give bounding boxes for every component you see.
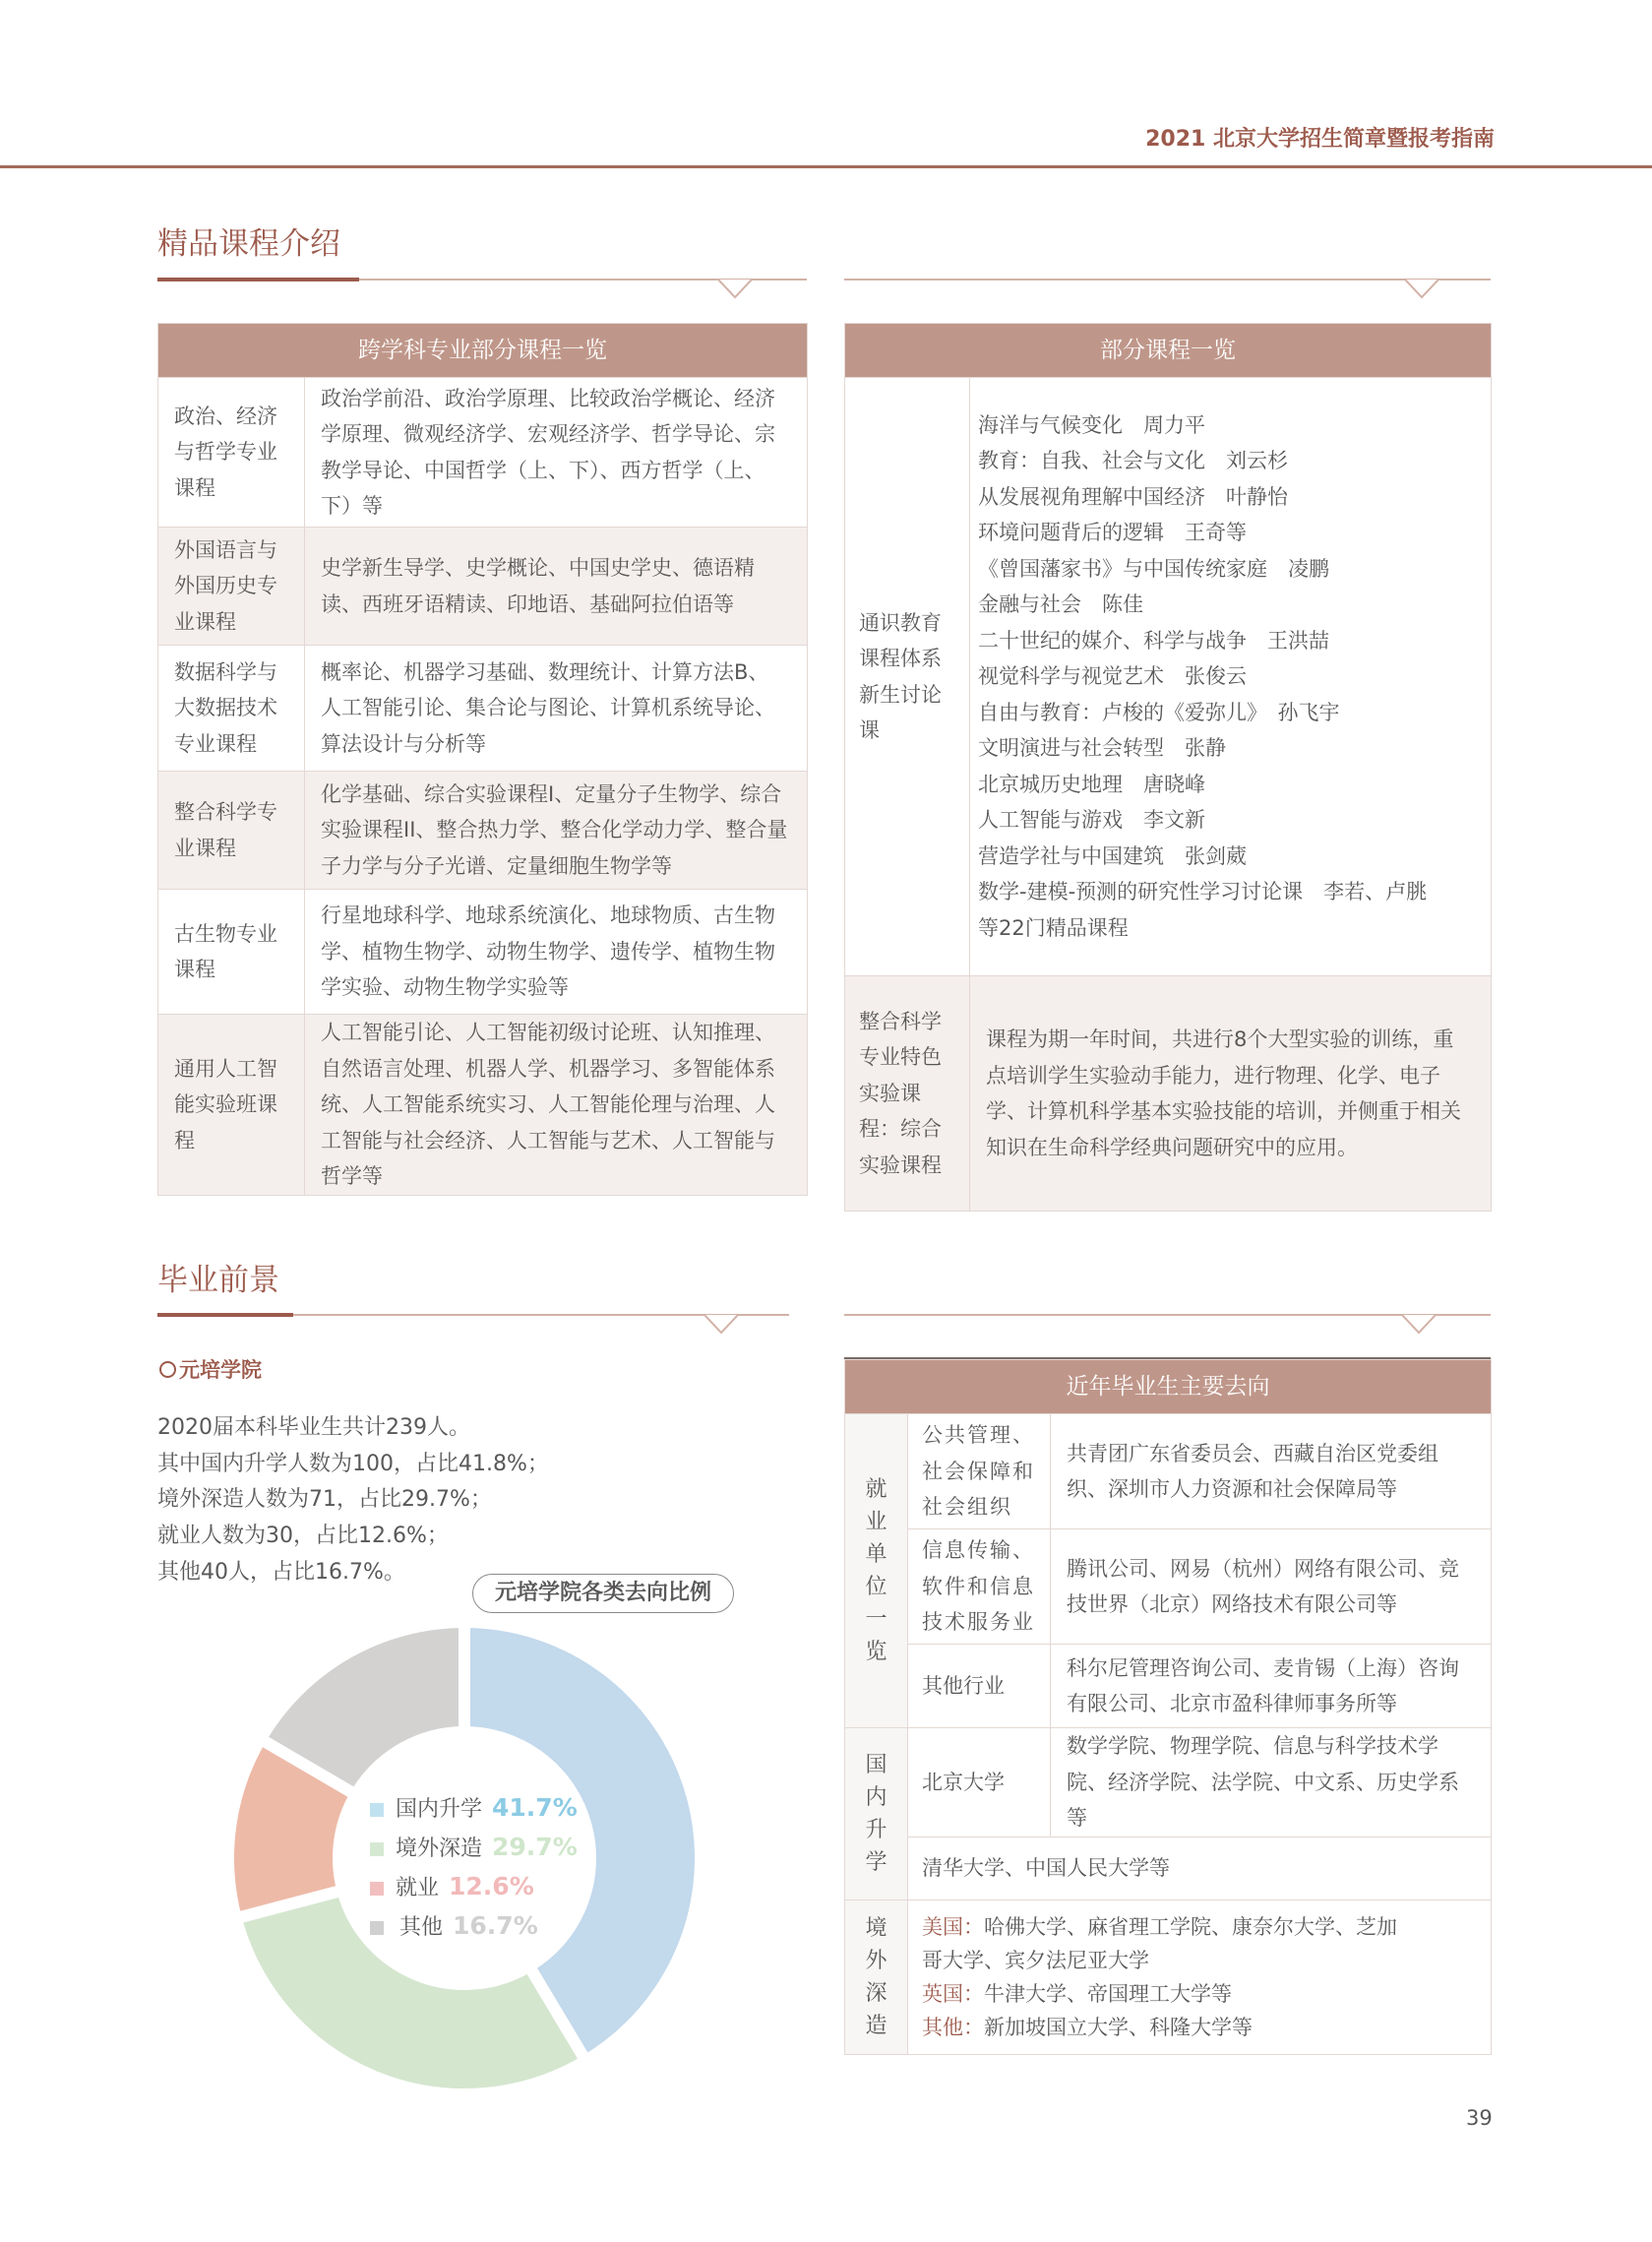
course-list: 行星地球科学、地球系统演化、地球物质、古生物学、植物生物学、动物生物学、遗传学、植物生物学实验、动物生物学实验等: [305, 890, 808, 1015]
course-item: 教育：自我、社会与文化 刘云杉: [978, 449, 1288, 473]
stat-line: 2020届本科毕业生共计239人。: [157, 1415, 470, 1440]
table-heading: 部分课程一览: [845, 324, 1492, 378]
table-row: [845, 1899, 1492, 2054]
course-item: 从发展视角理解中国经济 叶静怡: [978, 484, 1288, 509]
course-item: 等22门精品课程: [978, 915, 1129, 940]
header-rule: [0, 165, 1652, 168]
page-number: 39: [1466, 2106, 1493, 2130]
college-heading: [159, 1354, 262, 1384]
legend-swatch: [370, 1921, 384, 1935]
course-item: 北京城历史地理 唐晓峰: [978, 772, 1205, 796]
section-title-prospects: 毕业前景: [157, 1263, 279, 1298]
section-divider-left: [157, 276, 807, 305]
other-universities: 清华大学、中国人民大学等: [908, 1837, 1492, 1899]
legend-item: [370, 1868, 578, 1907]
legend-percent: 29.7%: [492, 1833, 578, 1861]
abroad-item: [922, 1910, 1412, 1977]
course-item: 金融与社会 陈佳: [978, 592, 1143, 617]
domestic-group-label: [845, 1728, 908, 1900]
table-row: [845, 976, 1492, 1212]
table-row: [845, 1645, 1492, 1728]
vertical-label: 国内升学: [865, 1752, 887, 1875]
university-label: 北京大学: [908, 1728, 1051, 1837]
legend-label: 境外深造: [396, 1837, 483, 1861]
table-row: [158, 378, 808, 528]
abroad-list: [908, 1899, 1492, 2054]
region-label: 其他：: [922, 2015, 984, 2039]
table-heading: 跨学科专业部分课程一览: [158, 324, 808, 378]
school-list: 数学学院、物理学院、信息与科学技术学院、经济学院、法学院、中文系、历史学系等: [1051, 1728, 1492, 1837]
course-list: 政治学前沿、政治学原理、比较政治学概论、经济学原理、微观经济学、宏观经济学、哲学导论、宗教学导论、中国哲学（上、下）、西方哲学（上、下）等: [305, 378, 808, 528]
course-item: 海洋与气候变化 周力平: [978, 412, 1205, 437]
graduate-stats: [157, 1410, 549, 1591]
course-list: 人工智能引论、人工智能初级讨论班、认知推理、自然语言处理、机器人学、机器学习、多智能体系统、人工智能系统实习、人工智能伦理与治理、人工智能与社会经济、人工智能与艺术、人工智能与哲学等: [305, 1015, 808, 1196]
course-item: 自由与教育：卢梭的《爱弥儿》 孙飞宇: [978, 700, 1340, 724]
course-list: 概率论、机器学习基础、数理统计、计算方法B、人工智能引论、集合论与图论、计算机系统导论、算法设计与分析等: [305, 646, 808, 772]
course-item: 环境问题背后的逻辑 王奇等: [978, 521, 1247, 545]
course-item: 文明演进与社会转型 张静: [978, 736, 1226, 761]
org-list: 科尔尼管理咨询公司、麦肯锡（上海）咨询有限公司、北京市盈科律师事务所等: [1051, 1645, 1492, 1728]
program-label: 古生物专业课程: [158, 890, 305, 1015]
region-label: 美国：: [922, 1914, 984, 1939]
legend-swatch: [370, 1842, 384, 1856]
section-title-courses: 精品课程介绍: [157, 226, 340, 262]
sector-label: 其他行业: [908, 1645, 1051, 1728]
course-item: 人工智能与游戏 李文新: [978, 808, 1205, 833]
general-course-list: [970, 378, 1492, 976]
abroad-item: [922, 2011, 1412, 2044]
region-label: 英国：: [922, 1981, 984, 2006]
employment-group-label: [845, 1414, 908, 1728]
graduate-destinations-table: [844, 1359, 1492, 2055]
program-label: 外国语言与外国历史专业课程: [158, 528, 305, 646]
school-list: 哈佛大学、麻省理工学院、康奈尔大学、芝加哥大学、宾夕法尼亚大学: [922, 1914, 1397, 1972]
legend-label: 就业: [396, 1876, 440, 1900]
cross-discipline-courses-table: [157, 323, 808, 1196]
course-list: 化学基础、综合实验课程I、定量分子生物学、综合实验课程II、整合热力学、整合化学动力学、整合量子力学与分子光谱、定量细胞生物学等: [305, 772, 808, 890]
sector-label: 公共管理、社会保障和社会组织: [908, 1414, 1051, 1529]
program-label: 通用人工智能实验班课程: [158, 1015, 305, 1196]
table-row: [845, 1414, 1492, 1529]
table-row: [845, 378, 1492, 976]
org-list: 共青团广东省委员会、西藏自治区党委组织、深圳市人力资源和社会保障局等: [1051, 1414, 1492, 1529]
abroad-group-label: [845, 1899, 908, 2054]
table-heading: 近年毕业生主要去向: [845, 1360, 1492, 1414]
chart-title: 元培学院各类去向比例: [472, 1574, 734, 1613]
school-list: 新加坡国立大学、科隆大学等: [984, 2015, 1253, 2039]
program-label: 数据科学与大数据技术专业课程: [158, 646, 305, 772]
course-item: 二十世纪的媒介、科学与战争 王洪喆: [978, 628, 1329, 653]
stat-line: 境外深造人数为71，占比29.7%；: [157, 1487, 492, 1513]
table-row: [845, 1529, 1492, 1645]
table-row: [158, 772, 808, 890]
course-item: 视觉科学与视觉艺术 张俊云: [978, 664, 1247, 689]
program-label: 政治、经济与哲学专业课程: [158, 378, 305, 528]
section-divider-left: [157, 1311, 789, 1340]
abroad-item: [922, 1977, 1412, 2011]
table-row: [158, 646, 808, 772]
college-name: 元培学院: [179, 1358, 262, 1382]
table-row: [158, 1015, 808, 1196]
table-row: [845, 1837, 1492, 1899]
legend-item: [370, 1829, 578, 1868]
legend-percent: 12.6%: [449, 1872, 534, 1900]
stat-line: 就业人数为30，占比12.6%；: [157, 1524, 449, 1549]
document-header-title: 2021 北京大学招生简章暨报考指南: [1145, 127, 1495, 152]
table-row: [158, 528, 808, 646]
vertical-label: 境外深造: [865, 1915, 887, 2038]
course-item: 营造学社与中国建筑 张剑葳: [978, 843, 1247, 868]
course-list: 史学新生导学、史学概论、中国史学史、德语精读、西班牙语精读、印地语、基础阿拉伯语等: [305, 528, 808, 646]
table-row: [158, 890, 808, 1015]
stat-line: 其中国内升学人数为100，占比41.8%；: [157, 1451, 549, 1476]
chart-legend: [370, 1789, 578, 1947]
circle-bullet-icon: [159, 1361, 176, 1378]
legend-label: 国内升学: [396, 1797, 483, 1822]
course-item: 数学-建模-预测的研究性学习讨论课 李若、卢朓: [978, 880, 1428, 904]
section-divider-right: [844, 1311, 1491, 1340]
sector-label: 信息传输、软件和信息技术服务业: [908, 1529, 1051, 1645]
legend-label: 其他: [399, 1915, 444, 1940]
legend-swatch: [370, 1803, 384, 1817]
course-item: 《曾国藩家书》与中国传统家庭 凌鹏: [978, 556, 1329, 581]
legend-percent: 16.7%: [453, 1911, 538, 1940]
legend-item: [370, 1907, 578, 1947]
lab-course-label: 整合科学专业特色实验课程：综合实验课程: [845, 976, 970, 1212]
legend-swatch: [370, 1882, 384, 1896]
general-education-label: 通识教育课程体系新生讨论课: [845, 378, 970, 976]
school-list: 牛津大学、帝国理工大学等: [984, 1981, 1232, 2006]
legend-percent: 41.7%: [492, 1793, 578, 1822]
legend-item: [370, 1789, 578, 1829]
program-label: 整合科学专业课程: [158, 772, 305, 890]
vertical-label: 就业单位一览: [865, 1477, 887, 1664]
table-row: [845, 1728, 1492, 1837]
org-list: 腾讯公司、网易（杭州）网络有限公司、竞技世界（北京）网络技术有限公司等: [1051, 1529, 1492, 1645]
selected-courses-table: [844, 323, 1492, 1212]
lab-course-description: 课程为期一年时间，共进行8个大型实验的训练，重点培训学生实验动手能力，进行物理、化学、电子学、计算机科学基本实验技能的培训，并侧重于相关知识在生命科学经典问题研究中的应用。: [970, 976, 1492, 1212]
stat-line: 其他40人，占比16.7%。: [157, 1559, 405, 1585]
section-divider-right: [844, 276, 1491, 305]
